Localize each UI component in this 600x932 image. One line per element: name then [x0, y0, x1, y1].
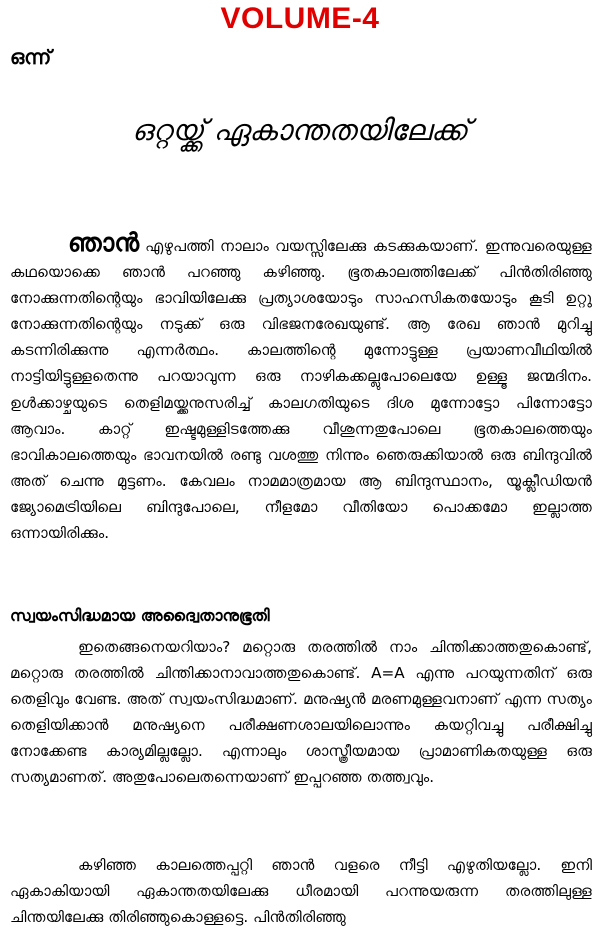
opening-word: ഞാൻ — [68, 228, 140, 257]
chapter-title: ഒറ്റയ്ക്ക് ഏകാന്തതയിലേക്ക് — [131, 113, 469, 147]
chapter-number: ഒന്ന് — [10, 45, 52, 69]
paragraph-3-text: കഴിഞ്ഞ കാലത്തെപ്പറ്റി ഞാൻ വളരെ നീട്ടി എഴുതിയല്ലോ. ഇനി ഏകാകിയായി ഏകാന്തതയിലേക്കു ധീരമായി പറന്നുയരുന്ന തരത്തിലുള്ള ചിന്തയിലേക്കു തിരിഞ്ഞുകൊള്ളട്ടെ. പിൻതിരിഞ്ഞു — [10, 856, 592, 927]
volume-label: VOLUME-4 — [220, 2, 380, 35]
section-heading: സ്വയംസിദ്ധമായ അദ്വൈതാനുഭൂതി — [10, 606, 270, 625]
paragraph-2 — [10, 634, 592, 791]
paragraph-1 — [10, 230, 592, 546]
paragraph-1-text: എഴുപത്തി നാലാം വയസ്സിലേക്കു കടക്കുകയാണ്. ഇന്നുവരെയുള്ള കഥയൊക്കെ ഞാൻ പറഞ്ഞു കഴിഞ്ഞു. ഭൂതകാലത്തിലേക്ക് പിൻതിരിഞ്ഞു നോക്കുന്നതിന്റെയും ഭാവിയിലേക്കു പ്രത്യാശയോടും സാഹസികതയോടും കൂടി ഉറ്റു നോക്കുന്നതിന്റെയും നടുക്ക് ഒരു വിഭജനരേഖയുണ്ട്. ആ രേഖ ഞാൻ മുറിച്ചു കടന്നിരിക്കുന്നു എന്നർത്ഥം. കാലത്തിന്റെ മുന്നോട്ടുള്ള പ്രയാണവീഥിയിൽ നാട്ടിയിട്ടുള്ളതെന്നു പറയാവുന്ന ഒരു നാഴികക്കല്ലുപോലെയേ ഉള്ളൂ ജന്മദിനം. ഉൾക്കാഴ്ചയുടെ തെളിമയ്ക്കനുസരിച്ച് കാലഗതിയുടെ ദിശ മുന്നോട്ടോ പിന്നോട്ടോ ആവാം. കാറ്റ് ഇഷ്ടമുള്ളിടത്തേക്കു വീശുന്നതുപോലെ ഭൂതകാലത്തെയും ഭാവികാലത്തെയും ഭാവനയിൽ രണ്ടു വശത്തു നിന്നും ഞെരുക്കിയാൽ ഒരു ബിന്ദുവിൽ അത് ചെന്നു മുട്ടണം. കേവലം നാമമാത്രമായ ആ ബിന്ദുസ്ഥാനം, യൂക്ലീഡിയൻ ജ്യോമെട്രിയിലെ ബിന്ദുപോലെ, നീളമോ വീതിയോ പൊക്കമോ ഇല്ലാത്ത ഒന്നായിരിക്കും. — [10, 237, 592, 543]
paragraph-3 — [10, 852, 592, 930]
paragraph-2-text: ഇതെങ്ങനെയറിയാം? മറ്റൊരു തരത്തിൽ നാം ചിന്തിക്കാത്തതുകൊണ്ട്, മറ്റൊരു തരത്തിൽ ചിന്തിക്കാനാവാത്തതുകൊണ്ട്. A=A എന്നു പറയുന്നതിന് ഒരു തെളിവും വേണ്ട. അത് സ്വയംസിദ്ധമാണ്. മനുഷ്യൻ മരണമുള്ളവനാണ് എന്ന സത്യം തെളിയിക്കാൻ മനുഷ്യനെ പരീക്ഷണശാലയിലൊന്നും കയറ്റിവച്ചു പരീക്ഷിച്ചു നോക്കേണ്ട കാര്യമില്ലല്ലോ. എന്നാലും ശാസ്ത്രീയമായ പ്രാമാണികതയുള്ള ഒരു സത്യമാണത്. അതുപോലെതന്നെയാണ് ഇപ്പറഞ്ഞ തത്ത്വവും. — [10, 638, 592, 787]
